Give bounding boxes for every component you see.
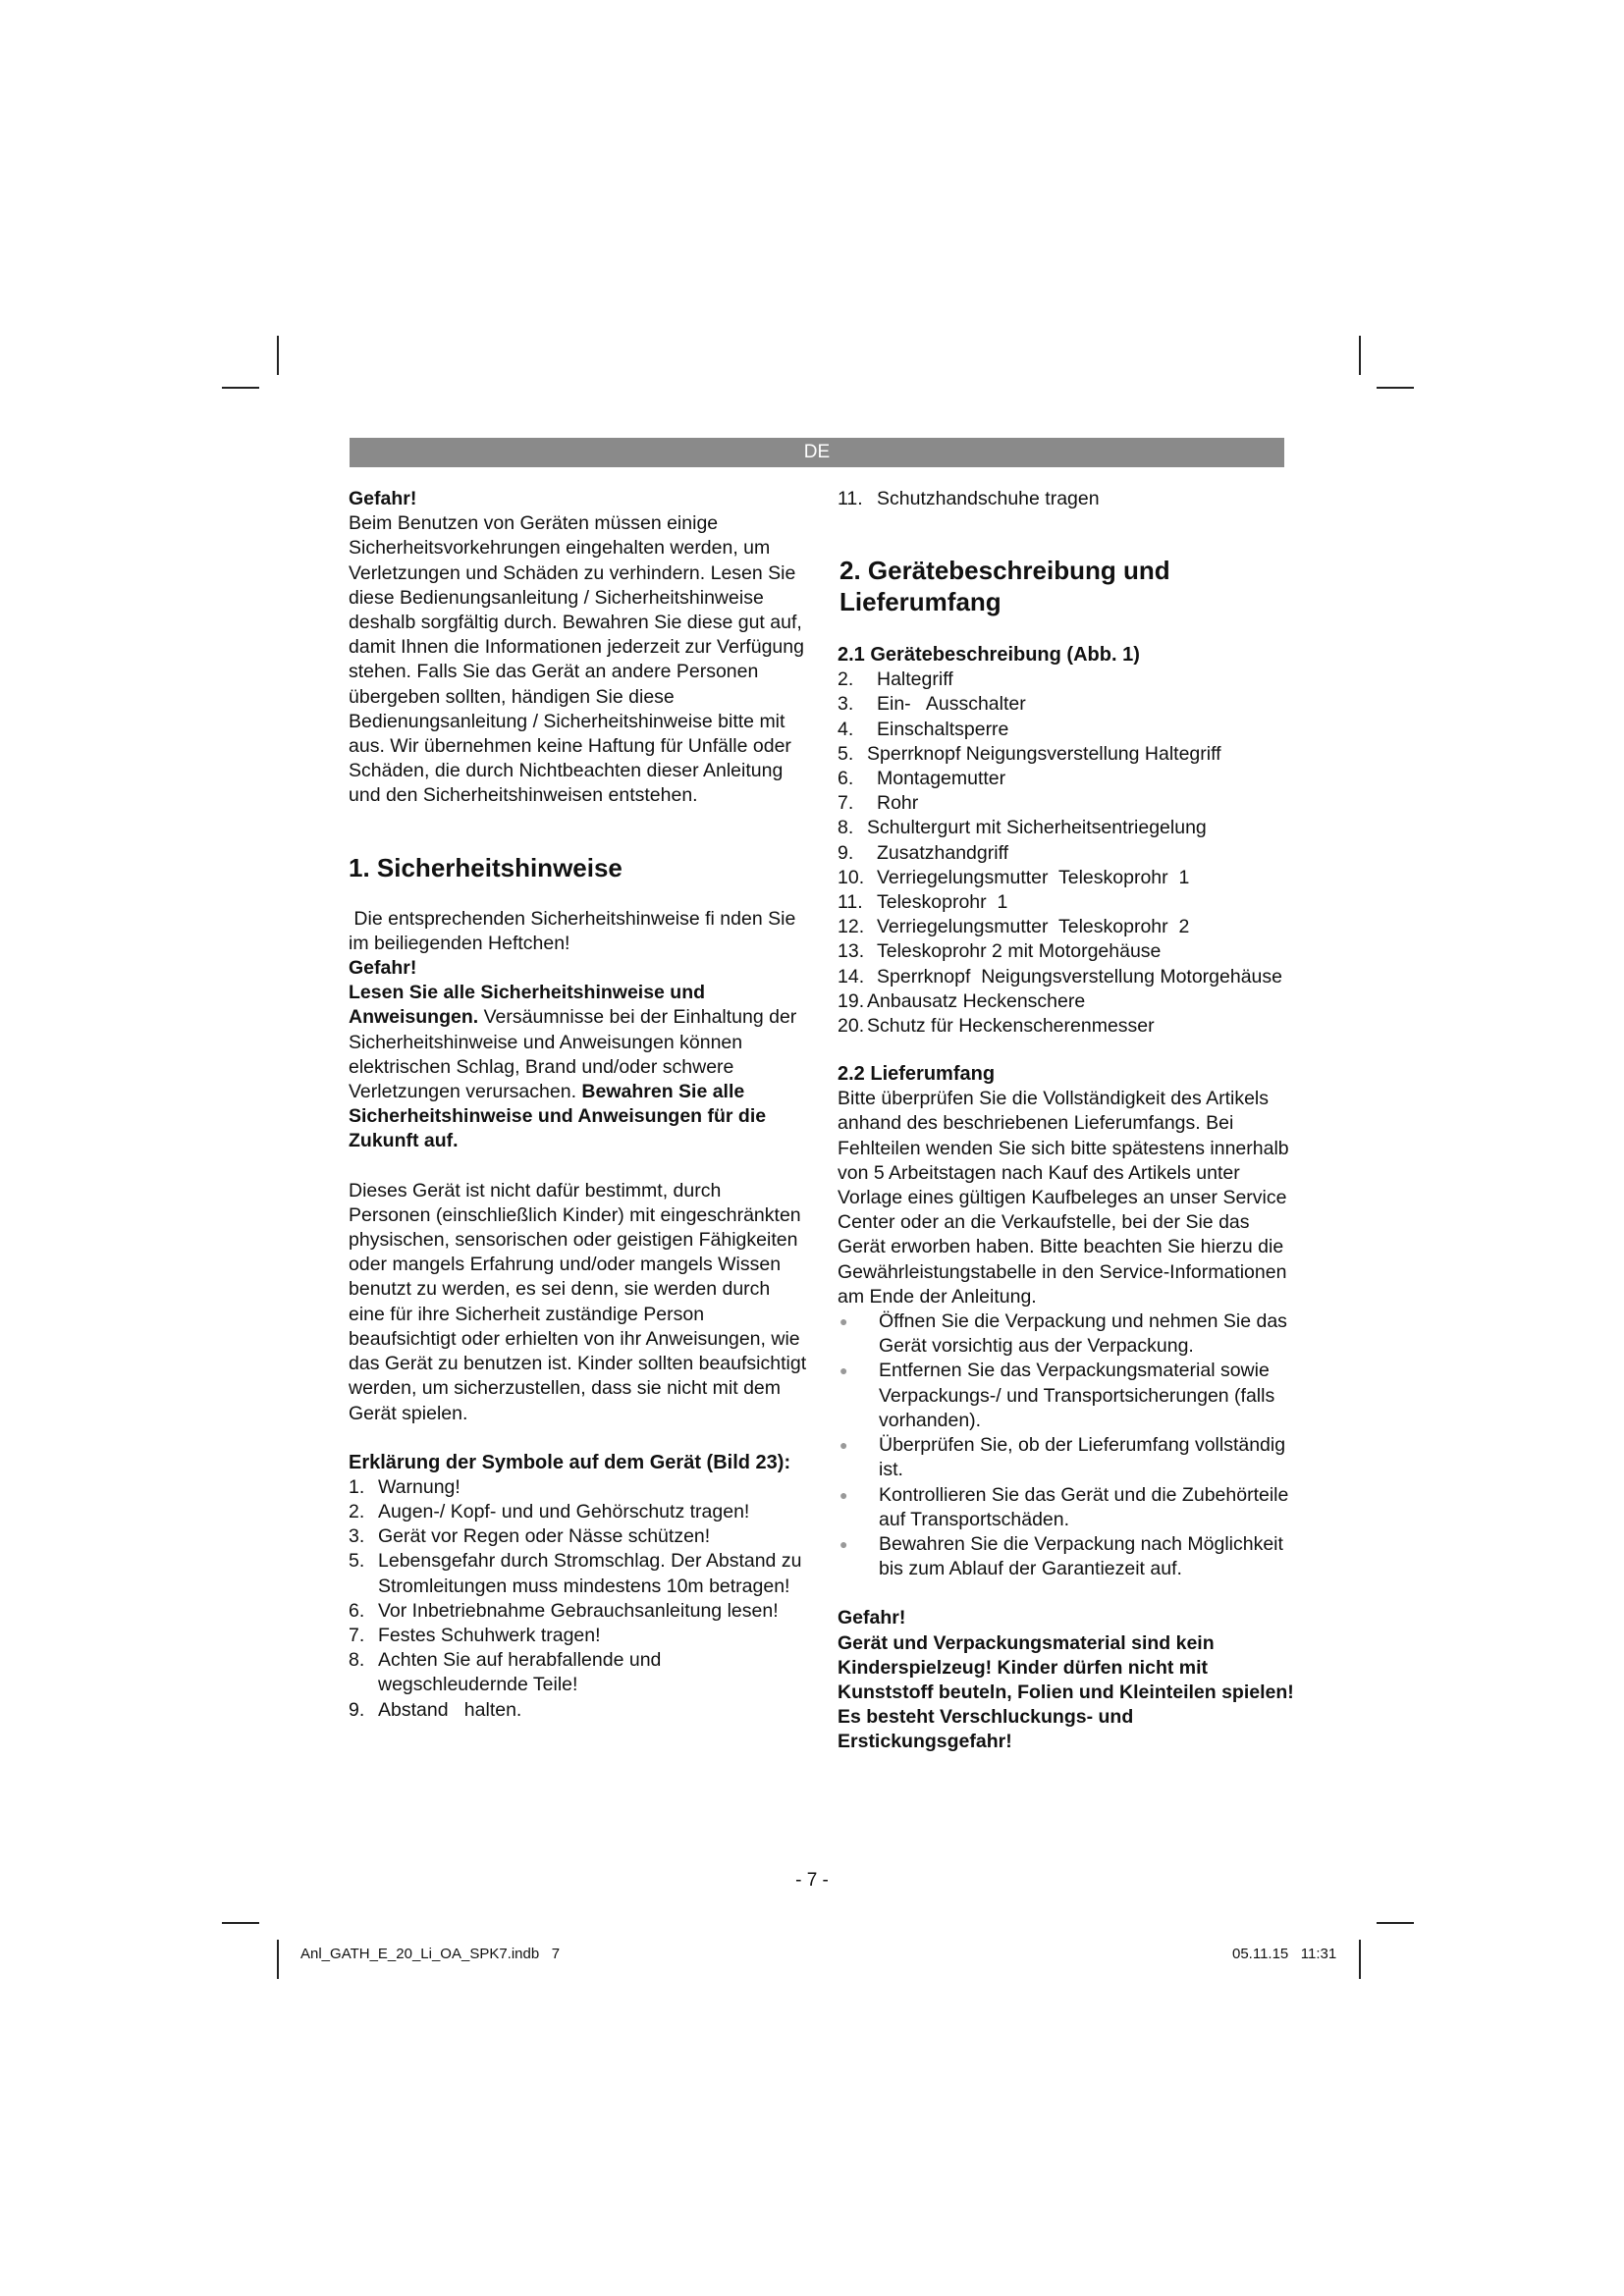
page-number: - 7 - bbox=[795, 1870, 829, 1891]
list-item: 4. Einschaltsperre bbox=[838, 718, 1009, 740]
crop-mark bbox=[277, 336, 279, 375]
list-item: 3. Gerät vor Regen oder Nässe schützen! bbox=[349, 1525, 711, 1548]
crop-mark bbox=[222, 1922, 259, 1924]
crop-mark bbox=[1359, 336, 1361, 375]
list-item: ● Kontrollieren Sie das Gerät und die Zubehörteile auf Transportschäden. bbox=[838, 1483, 1295, 1532]
list-item: ● Entfernen Sie das Verpackungsmaterial sowie Verpackungs-/ und Transportsicherungen (falls vorhanden). bbox=[838, 1359, 1295, 1433]
list-item: 11. Teleskoprohr 1 bbox=[838, 891, 1008, 914]
crop-mark bbox=[1359, 1940, 1361, 1979]
parts-list bbox=[838, 667, 1295, 1039]
list-item: 9. Abstand halten. bbox=[349, 1698, 522, 1721]
bullet-icon: ● bbox=[839, 1486, 848, 1503]
list-item: 12. Verriegelungsmutter Teleskoprohr 2 bbox=[838, 916, 1190, 938]
symbols-list-continued bbox=[838, 487, 1295, 511]
list-item: 6. Vor Inbetriebnahme Gebrauchsanleitung lesen! bbox=[349, 1599, 779, 1622]
list-item: 13. Teleskoprohr 2 mit Motorgehäuse bbox=[838, 940, 1162, 963]
section-heading-description: 2. Gerätebeschreibung und Lieferumfang bbox=[839, 556, 1170, 617]
list-item: 2. Haltegriff bbox=[838, 668, 953, 691]
danger-text: Gerät und Verpackungsmaterial sind kein Kinderspielzeug! Kinder dürfen nicht mit Kunststoff beuteln, Folien und Kleinteilen spielen! Es besteht Verschluckungs- und Erstickungsgefahr! bbox=[838, 1631, 1294, 1753]
section-heading-safety: 1. Sicherheitshinweise bbox=[349, 852, 623, 882]
list-item: 5. Sperrknopf Neigungsverstellung Haltegriff bbox=[838, 742, 1221, 765]
danger-text: Beim Benutzen von Geräten müssen einige Sicherheitsvorkehrungen eingehalten werden, um Verletzungen und Schäden zu verhindern. Lesen Sie diese Bedienungsanleitung / Sicherheitshinweise deshalb sorgfältig durch. Bewahren Sie diese gut auf, damit Ihnen die Informationen jederzeit zur Verfügung stehen. Falls Sie das Gerät an andere Personen übergeben sollten, händigen Sie diese Bedienungsanleitung / Sicherheitshinweise bitte mit aus. Wir übernehmen keine Haftung für Unfälle oder Schäden, die durch Nichtbeachten dieser Anleitung und den Sicherheitshinweisen entstehen. bbox=[349, 512, 804, 807]
safety-warning: Lesen Sie alle Sicherheitshinweise und Anweisungen. Versäumnisse bei der Einhaltung der Sicherheitshinweise und Anweisungen können elektrischen Schlag, Brand und/oder schwere Verletzungen verursachen. Bewahren Sie alle Sicherheitshinweise und Anweisungen für die Zukunft auf. bbox=[349, 982, 797, 1152]
bullet-icon: ● bbox=[839, 1313, 848, 1330]
list-item: 10. Verriegelungsmutter Teleskoprohr 1 bbox=[838, 866, 1190, 888]
delivery-bullets bbox=[838, 1309, 1295, 1581]
list-item: 7. Rohr bbox=[838, 792, 919, 815]
list-item: 5. Lebensgefahr durch Stromschlag. Der Abstand zu Stromleitungen muss mindestens 10m betragen! bbox=[349, 1550, 802, 1597]
children-warning: Dieses Gerät ist nicht dafür bestimmt, durch Personen (einschließlich Kinder) mit eingeschränkten physischen, sensorischen oder geistigen Fähigkeiten oder mangels Erfahrung und/oder mangels Wissen benutzt zu werden, es sei denn, sie werden durch eine für ihre Sicherheit zuständige Person beaufsichtigt oder erhielten von ihr Anweisungen, wie das Gerät zu benutzen ist. Kinder sollten beaufsichtigt werden, um sicherzustellen, dass sie nicht mit dem Gerät spielen. bbox=[349, 1179, 807, 1424]
footer-filename: Anl_GATH_E_20_Li_OA_SPK7.indb 7 bbox=[300, 1946, 561, 1962]
list-item: 8. Achten Sie auf herabfallende und wegschleudernde Teile! bbox=[349, 1649, 662, 1696]
list-item: 14. Sperrknopf Neigungsverstellung Motorgehäuse bbox=[838, 965, 1282, 988]
list-item: 1. Warnung! bbox=[349, 1475, 460, 1498]
crop-mark bbox=[277, 1940, 279, 1979]
symbols-heading: Erklärung der Symbole auf dem Gerät (Bild 23): bbox=[349, 1451, 791, 1473]
list-item: 6. Montagemutter bbox=[838, 768, 1006, 790]
right-column bbox=[838, 487, 1295, 1755]
list-item: ● Öffnen Sie die Verpackung und nehmen Sie das Gerät vorsichtig aus der Verpackung. bbox=[838, 1309, 1295, 1359]
symbols-list bbox=[349, 1475, 808, 1723]
list-item: 3. Ein- Ausschalter bbox=[838, 693, 1026, 716]
crop-mark bbox=[1377, 1922, 1414, 1924]
list-item: ● Überprüfen Sie, ob der Lieferumfang vollständig ist. bbox=[838, 1433, 1295, 1482]
delivery-subheading: 2.2 Lieferumfang bbox=[838, 1063, 996, 1086]
bullet-icon: ● bbox=[839, 1362, 848, 1379]
description-subheading: 2.1 Gerätebeschreibung (Abb. 1) bbox=[838, 644, 1140, 667]
crop-mark bbox=[222, 387, 259, 389]
list-item: 8. Schultergurt mit Sicherheitsentriegelung bbox=[838, 817, 1207, 839]
list-item: 7. Festes Schuhwerk tragen! bbox=[349, 1624, 601, 1646]
safety-intro: Die entsprechenden Sicherheitshinweise fi nden Sie im beiliegenden Heftchen! bbox=[349, 907, 796, 954]
list-item: 11. Schutzhandschuhe tragen bbox=[838, 488, 1100, 509]
danger-title: Gefahr! bbox=[349, 957, 417, 980]
list-item: 19. Anbausatz Heckenschere bbox=[838, 989, 1086, 1012]
footer-datetime: 05.11.15 11:31 bbox=[1232, 1946, 1337, 1962]
list-item: 20. Schutz für Heckenscherenmesser bbox=[838, 1015, 1155, 1038]
list-item: ● Bewahren Sie die Verpackung nach Möglichkeit bis zum Ablauf der Garantiezeit auf. bbox=[838, 1532, 1295, 1581]
danger-title: Gefahr! bbox=[838, 1607, 906, 1629]
crop-mark bbox=[1377, 387, 1414, 389]
list-item: 2. Augen-/ Kopf- und und Gehörschutz tragen! bbox=[349, 1500, 750, 1522]
bullet-icon: ● bbox=[839, 1535, 848, 1552]
delivery-text: Bitte überprüfen Sie die Vollständigkeit des Artikels anhand des beschriebenen Lieferumfangs. Bei Fehlteilen wenden Sie sich bitte spätestens innerhalb von 5 Arbeitstagen nach Kauf des Artikels unter Vorlage eines gültigen Kaufbeleges an unser Service Center oder an die Verkaufstelle, bei der Sie das Gerät erworben haben. Bitte beachten Sie hierzu die Gewährleistungstabelle in den Service-Informationen am Ende der Anleitung. bbox=[838, 1088, 1289, 1308]
language-bar: DE bbox=[350, 438, 1284, 467]
danger-title: Gefahr! bbox=[349, 488, 417, 509]
list-item: 9. Zusatzhandgriff bbox=[838, 841, 1009, 864]
left-column bbox=[349, 487, 808, 1723]
bullet-icon: ● bbox=[839, 1437, 848, 1454]
